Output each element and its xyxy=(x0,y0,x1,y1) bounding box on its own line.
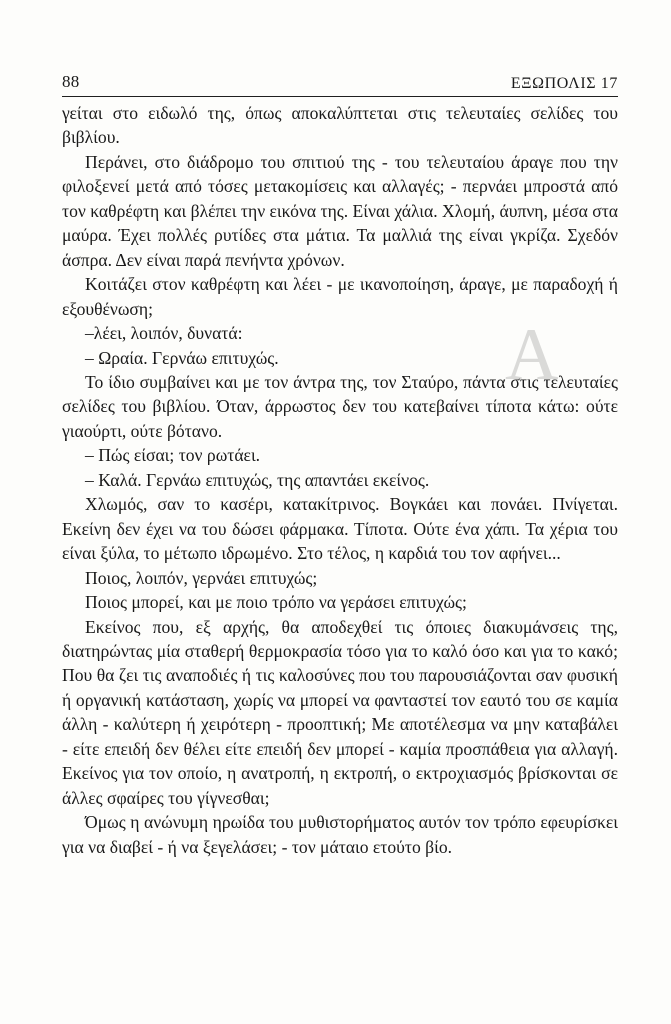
paragraph: γείται στο ειδωλό της, όπως αποκαλύπτεται στις τελευταίες σελίδες του βιβλίου. xyxy=(62,103,618,148)
paragraph: Χλωμός, σαν το κασέρι, κατακίτρινος. Βογκάει και πονάει. Πνίγεται. Εκείνη δεν έχει να του δώσει φάρμακα. Τίποτα. Ούτε ένα χάπι. Τα χέρια του είναι ξύλα, το μέτωπο ιδρωμένο. Στο τέλος, η καρδιά του τον αφήνει... xyxy=(62,494,618,564)
paragraph: – Πώς είσαι; τον ρωτάει. xyxy=(85,445,261,466)
bleed-through-mark: Α xyxy=(505,314,559,396)
body-text xyxy=(62,101,618,859)
page-number: 88 xyxy=(62,72,80,91)
paragraph: –λέει, λοιπόν, δυνατά: xyxy=(85,323,243,344)
paragraph: Ποιος μπορεί, και με ποιο τρόπο να γεράσει επιτυχώς; xyxy=(85,592,467,613)
paragraph: Το ίδιο συμβαίνει και με τον άντρα της, τον Σταύρο, πάντα στις τελευταίες σελίδες του βιβλίου. Όταν, άρρωστος δεν του κατεβαίνει τίποτα κάτω: ούτε γιαούρτι, ούτε βότανο. xyxy=(62,371,618,441)
paragraph: Περάνει, στο διάδρομο του σπιτιού της - του τελευταίου άραγε που την φιλοξενεί μετά από τόσες μετακομίσεις και αλλαγές; - περνάει μπροστά από τον καθρέφτη και βλέπει την εικόνα της. Είναι χάλια. Χλομή, άυπνη, μέσα στα μαύρα. Έχει πολλές ρυτίδες στα μάτια. Τα μαλλιά της είναι γκρίζα. Σχεδόν άσπρα. Δεν είναι παρά πενήντα χρόνων. xyxy=(62,151,618,270)
journal-title: ΕΞΩΠΟΛΙΣ 17 xyxy=(510,75,618,92)
paragraph: – Καλά. Γερνάω επιτυχώς, της απαντάει εκείνος. xyxy=(85,469,430,490)
paragraph: – Ωραία. Γερνάω επιτυχώς. xyxy=(85,347,279,368)
paragraph: Ποιος, λοιπόν, γερνάει επιτυχώς; xyxy=(85,567,318,588)
paragraph: Κοιτάζει στον καθρέφτη και λέει - με ικανοποίηση, άραγε, με παραδοχή ή εξουθένωση; xyxy=(62,274,618,319)
running-header xyxy=(62,70,618,97)
paragraph: Εκείνος που, εξ αρχής, θα αποδεχθεί τις όποιες διακυμάνσεις της, διατηρώντας μία σταθερή θερμοκρασία τόσο για το καλό όσο και για το κακό; Που θα ζει τις αναποδιές ή τις καλοσύνες που του παρουσιάζονται σαν φυσική ή οργανική κατάσταση, χωρίς να μπορεί να φανταστεί τον εαυτό του σε καμία άλλη - καλύτερη ή χειρότερη - προοπτική; Με αποτέλεσμα να μην καταβάλει - είτε επειδή δεν θέλει είτε επειδή δεν μπορεί - καμία προσπάθεια για αλλαγή. Εκείνος για τον οποίο, η ανατροπή, η εκτροπή, ο εκτροχιασμός βρίσκονται σε άλλες σφαίρες του γίγνεσθαι; xyxy=(62,616,618,808)
paragraph: Όμως η ανώνυμη ηρωίδα του μυθιστορήματος αυτόν τον τρόπο εφευρίσκει για να διαβεί - ή να ξεγελάσει; - τον μάταιο ετούτο βίο. xyxy=(62,812,618,857)
